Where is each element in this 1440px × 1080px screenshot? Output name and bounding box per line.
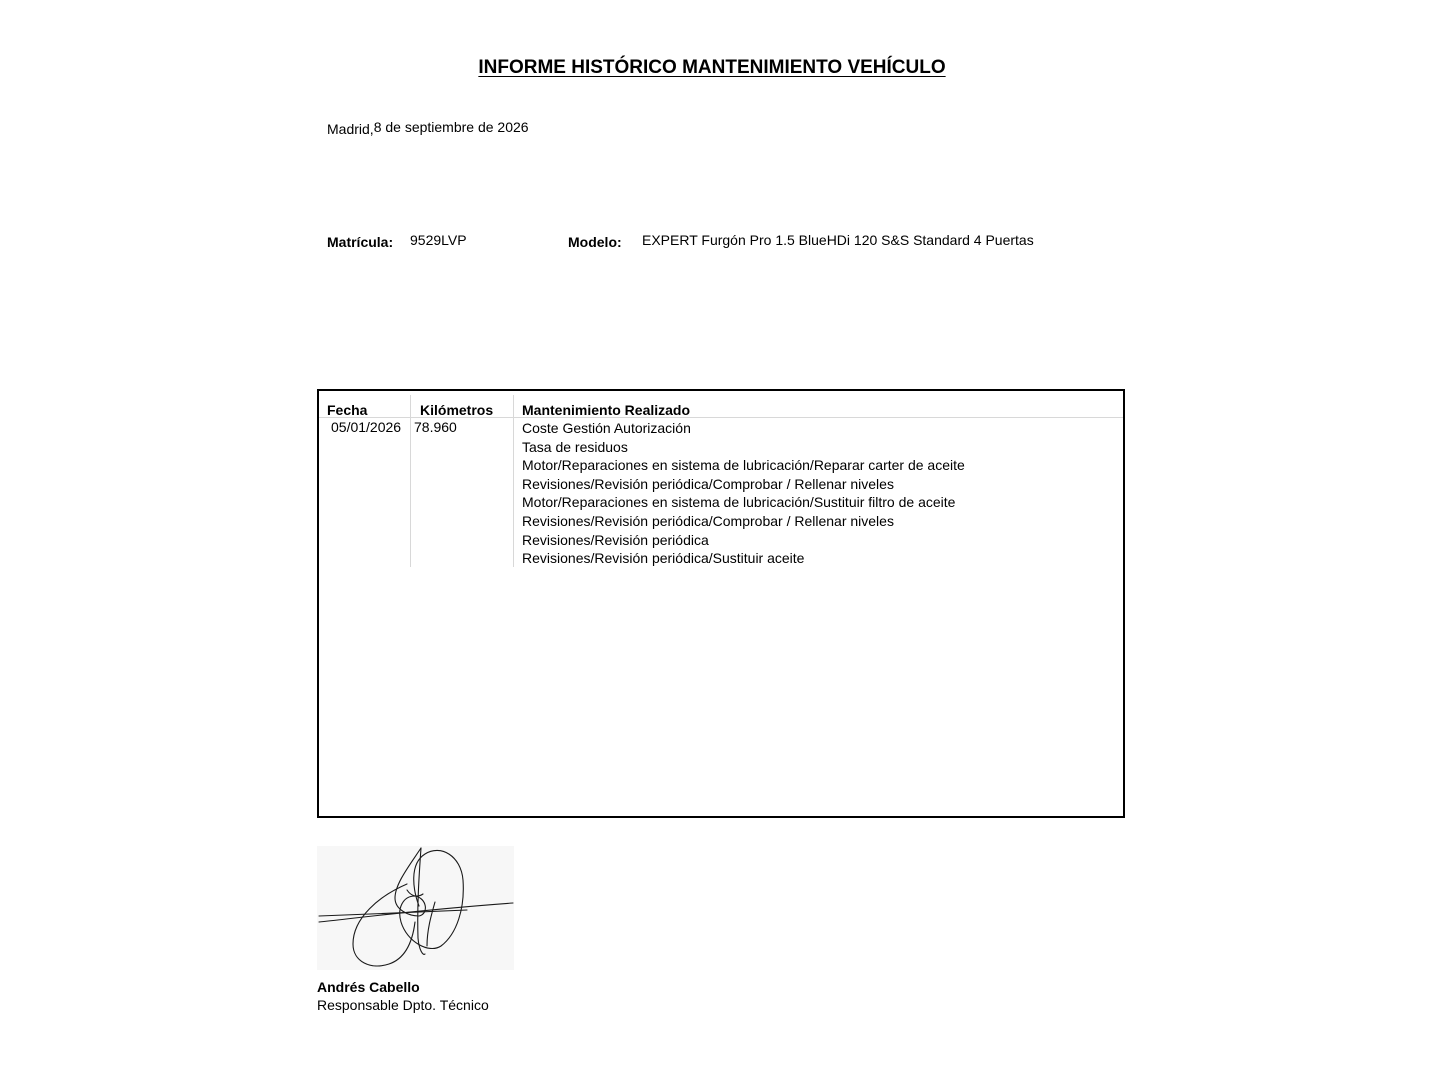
maintenance-item: Revisiones/Revisión periódica/Comprobar / Rellenar niveles <box>522 475 894 492</box>
model-label: Modelo: <box>568 234 622 250</box>
signer-name: Andrés Cabello <box>317 979 420 995</box>
maintenance-list <box>522 419 965 568</box>
header-date: Fecha <box>327 402 368 418</box>
column-divider <box>513 395 514 567</box>
maintenance-item: Tasa de residuos <box>522 438 628 455</box>
row-date: 05/01/2026 <box>331 419 402 435</box>
plate-value: 9529LVP <box>410 232 467 248</box>
place: Madrid, <box>327 121 374 137</box>
maintenance-item: Motor/Reparaciones en sistema de lubricación/Reparar carter de aceite <box>522 457 965 474</box>
maintenance-table <box>317 389 1125 818</box>
model-value: EXPERT Furgón Pro 1.5 BlueHDi 120 S&S Standard 4 Puertas <box>642 232 1034 248</box>
header-km: Kilómetros <box>420 402 494 418</box>
maintenance-item: Revisiones/Revisión periódica/Sustituir aceite <box>522 550 805 567</box>
maintenance-item: Revisiones/Revisión periódica <box>522 531 709 548</box>
row-km: 78.960 <box>414 419 457 435</box>
report-title: INFORME HISTÓRICO MANTENIMIENTO VEHÍCULO <box>478 57 946 78</box>
maintenance-item: Coste Gestión Autorización <box>522 420 691 436</box>
maintenance-item: Revisiones/Revisión periódica/Comprobar / Rellenar niveles <box>522 512 894 529</box>
maintenance-item: Motor/Reparaciones en sistema de lubricación/Sustituir filtro de aceite <box>522 494 956 511</box>
header-divider <box>319 417 1123 418</box>
signature-scribble <box>317 846 514 970</box>
header-maintenance: Mantenimiento Realizado <box>522 402 691 418</box>
signer-role: Responsable Dpto. Técnico <box>317 997 489 1013</box>
report-date: 8 de septiembre de 2026 <box>373 119 529 135</box>
column-divider <box>410 395 411 567</box>
place-date <box>327 121 529 137</box>
signature <box>317 846 514 970</box>
plate-label: Matrícula: <box>327 234 394 250</box>
